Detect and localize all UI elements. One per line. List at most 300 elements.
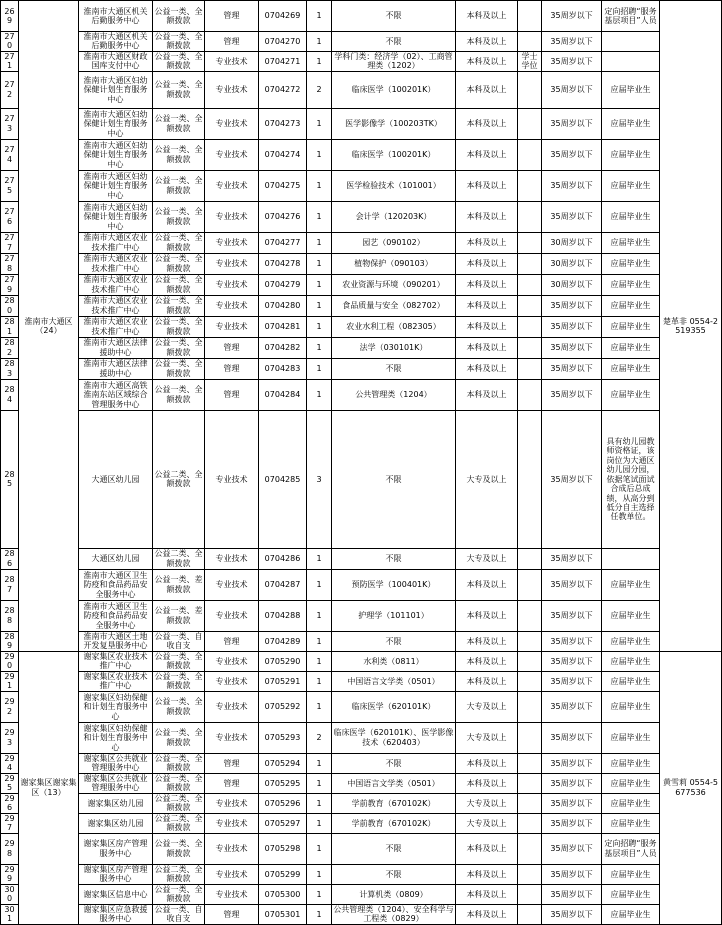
- unit-name-cell: 淮南市大通区妇幼保健计划生育服务中心: [79, 108, 153, 139]
- post-code-cell: 0704274: [259, 139, 307, 170]
- post-code-cell: 0704282: [259, 337, 307, 358]
- post-code-cell: 0705291: [259, 671, 307, 691]
- degree-cell: [518, 108, 542, 139]
- row-number-cell: 278: [1, 253, 19, 274]
- age-requirement-cell: 35周岁以下: [542, 201, 602, 232]
- other-requirement-cell: 应届毕业生: [602, 722, 660, 753]
- age-requirement-cell: 35周岁以下: [542, 295, 602, 316]
- row-number-cell: 275: [1, 170, 19, 201]
- funding-type-cell: 公益二类、全额拨款: [154, 864, 203, 884]
- table-row: [1, 722, 722, 753]
- headcount-cell: 1: [307, 232, 332, 253]
- other-requirement-cell: 应届毕业生: [602, 884, 660, 904]
- major-requirement-cell: 医学检验技术（101001）: [332, 170, 456, 201]
- age-requirement-cell: 35周岁以下: [542, 793, 602, 813]
- education-cell: 本科及以上: [456, 904, 518, 924]
- age-requirement-cell: 35周岁以下: [542, 32, 602, 52]
- post-code-cell: 0704271: [259, 51, 307, 71]
- funding-type-cell: 公益一类、全额拨款: [154, 296, 203, 315]
- headcount-cell: 1: [307, 600, 332, 631]
- unit-name-cell: 谢家集区信息中心: [79, 884, 153, 904]
- headcount-cell: 1: [307, 201, 332, 232]
- table-row: [1, 833, 722, 864]
- table-row: [1, 108, 722, 139]
- row-number-cell: 270: [1, 32, 19, 52]
- row-number-cell: 294: [1, 753, 19, 773]
- post-type-cell: 管理: [205, 773, 259, 793]
- table-row: [1, 1, 722, 32]
- unit-name-cell: 大通区幼儿园: [79, 410, 153, 548]
- headcount-cell: 1: [307, 864, 332, 884]
- unit-name-cell: 淮南市大通区机关后勤服务中心: [79, 1, 153, 32]
- row-number-cell: 292: [1, 691, 19, 722]
- major-requirement-cell: 法学（030101K）: [332, 337, 456, 358]
- major-requirement-cell: 不限: [332, 833, 456, 864]
- degree-cell: [518, 379, 542, 410]
- table-row: [1, 139, 722, 170]
- unit-name-cell: 淮南市大通区法律援助中心: [79, 337, 153, 358]
- row-number-cell: 283: [1, 358, 19, 379]
- row-number-cell: 289: [1, 631, 19, 651]
- post-type-cell: 专业技术: [205, 274, 259, 295]
- table-row: [1, 864, 722, 884]
- other-requirement-cell: 应届毕业生: [602, 232, 660, 253]
- age-requirement-cell: 35周岁以下: [542, 316, 602, 337]
- post-code-cell: 0705292: [259, 691, 307, 722]
- funding-type-cell: 公益一类、全额拨款: [154, 32, 203, 51]
- education-cell: 本科及以上: [456, 71, 518, 108]
- funding-type-cell: 公益二类、全额拨款: [154, 793, 203, 813]
- post-type-cell: 专业技术: [205, 793, 259, 813]
- table-row: [1, 410, 722, 548]
- unit-name-cell: 大通区幼儿园: [79, 548, 153, 569]
- post-type-cell: 专业技术: [205, 410, 259, 548]
- education-cell: 大专及以上: [456, 722, 518, 753]
- age-requirement-cell: 35周岁以下: [542, 691, 602, 722]
- post-type-cell: 专业技术: [205, 71, 259, 108]
- table-row: [1, 51, 722, 71]
- row-number-cell: 295: [1, 773, 19, 793]
- funding-type-cell: 公益一类、自收自支: [154, 631, 203, 651]
- funding-type-cell: 公益一类、全额拨款: [153, 1, 205, 32]
- funding-type-cell: 公益一类、全额拨款: [153, 379, 205, 410]
- degree-cell: [518, 864, 542, 884]
- age-requirement-cell: 35周岁以下: [542, 337, 602, 358]
- education-cell: 本科及以上: [456, 316, 518, 337]
- post-code-cell: 0705290: [259, 651, 307, 671]
- funding-type-cell: 公益一类、全额拨款: [154, 671, 203, 691]
- district-cell: 谢家集区谢家集区（13）: [19, 651, 79, 924]
- degree-cell: [518, 253, 542, 274]
- post-type-cell: 管理: [205, 32, 259, 52]
- major-requirement-cell: 临床医学（620101K）、医学影像技术（620403）: [332, 722, 456, 753]
- post-code-cell: 0704288: [259, 600, 307, 631]
- degree-cell: [518, 295, 542, 316]
- headcount-cell: 1: [307, 108, 332, 139]
- education-cell: 本科及以上: [456, 884, 518, 904]
- age-requirement-cell: 35周岁以下: [542, 71, 602, 108]
- headcount-cell: 2: [307, 71, 332, 108]
- degree-cell: [518, 1, 542, 32]
- table-row: [1, 32, 722, 52]
- education-cell: 本科及以上: [456, 569, 518, 600]
- table-row: [1, 295, 722, 316]
- education-cell: 大专及以上: [456, 410, 518, 548]
- age-requirement-cell: 35周岁以下: [542, 631, 602, 651]
- other-requirement-cell: 应届毕业生: [602, 793, 660, 813]
- post-type-cell: 专业技术: [205, 170, 259, 201]
- unit-name-cell: 谢家集区妇幼保健和计划生育服务中心: [79, 722, 153, 753]
- unit-name-cell: 淮南市大通区土地开发复垦服务中心: [79, 631, 153, 651]
- post-code-cell: 0705295: [259, 773, 307, 793]
- age-requirement-cell: 35周岁以下: [542, 1, 602, 32]
- funding-type-cell: 公益一类、全额拨款: [153, 108, 205, 139]
- funding-type-cell: 公益一类、全额拨款: [153, 691, 205, 722]
- other-requirement-cell: 应届毕业生: [602, 864, 660, 884]
- table-row: [1, 379, 722, 410]
- unit-name-cell: 淮南市大通区妇幼保健计划生育服务中心: [79, 71, 153, 108]
- major-requirement-cell: 学前教育（670102K）: [332, 793, 456, 813]
- unit-name-cell: 淮南市大通区机关后勤服务中心: [79, 32, 153, 52]
- post-type-cell: 管理: [205, 337, 259, 358]
- row-number-cell: 281: [1, 316, 19, 337]
- major-requirement-cell: 不限: [332, 1, 456, 32]
- other-requirement-cell: [602, 548, 660, 569]
- table-row: [1, 813, 722, 833]
- post-type-cell: 管理: [205, 1, 259, 32]
- age-requirement-cell: 35周岁以下: [542, 864, 602, 884]
- funding-type-cell: 公益一类、全额拨款: [154, 317, 203, 336]
- degree-cell: [518, 170, 542, 201]
- other-requirement-cell: 应届毕业生: [602, 904, 660, 924]
- degree-cell: [518, 548, 542, 569]
- age-requirement-cell: 35周岁以下: [542, 773, 602, 793]
- major-requirement-cell: 学科门类：经济学（02）、工商管理类（1202）: [332, 51, 456, 71]
- other-requirement-cell: 应届毕业生: [602, 753, 660, 773]
- major-requirement-cell: 临床医学（100201K）: [332, 139, 456, 170]
- headcount-cell: 1: [307, 569, 332, 600]
- unit-name-cell: 谢家集区妇幼保健和计划生育服务中心: [79, 691, 153, 722]
- education-cell: 本科及以上: [456, 600, 518, 631]
- degree-cell: [518, 631, 542, 651]
- other-requirement-cell: 应届毕业生: [602, 651, 660, 671]
- row-number-cell: 274: [1, 139, 19, 170]
- headcount-cell: 1: [307, 548, 332, 569]
- post-code-cell: 0704285: [259, 410, 307, 548]
- post-code-cell: 0704273: [259, 108, 307, 139]
- other-requirement-cell: 应届毕业生: [602, 569, 660, 600]
- education-cell: 大专及以上: [456, 691, 518, 722]
- row-number-cell: 273: [1, 108, 19, 139]
- table-body: [1, 1, 722, 925]
- unit-name-cell: 谢家集区房产管理服务中心: [79, 833, 153, 864]
- unit-name-cell: 淮南市大通区卫生防疫和食品药品安全服务中心: [79, 600, 153, 631]
- row-number-cell: 288: [1, 600, 19, 631]
- age-requirement-cell: 35周岁以下: [542, 51, 602, 71]
- row-number-cell: 298: [1, 833, 19, 864]
- row-number-cell: 276: [1, 201, 19, 232]
- other-requirement-cell: [602, 32, 660, 52]
- other-requirement-cell: 应届毕业生: [602, 139, 660, 170]
- education-cell: 本科及以上: [456, 108, 518, 139]
- major-requirement-cell: 护理学（101101）: [332, 600, 456, 631]
- funding-type-cell: 公益一类、全额拨款: [153, 170, 205, 201]
- post-type-cell: 专业技术: [205, 253, 259, 274]
- degree-cell: [518, 671, 542, 691]
- funding-type-cell: 公益一类、全额拨款: [154, 254, 203, 273]
- major-requirement-cell: 不限: [332, 32, 456, 52]
- funding-type-cell: 公益二类、全额拨款: [154, 549, 203, 568]
- funding-type-cell: 公益一类、差额拨款: [153, 569, 205, 600]
- post-type-cell: 专业技术: [205, 671, 259, 691]
- post-type-cell: 管理: [205, 753, 259, 773]
- headcount-cell: 1: [307, 813, 332, 833]
- major-requirement-cell: 中国语言文学类（0501）: [332, 773, 456, 793]
- post-type-cell: 管理: [205, 358, 259, 379]
- post-code-cell: 0704272: [259, 71, 307, 108]
- education-cell: 本科及以上: [456, 651, 518, 671]
- other-requirement-cell: 应届毕业生: [602, 201, 660, 232]
- education-cell: 本科及以上: [456, 379, 518, 410]
- age-requirement-cell: 35周岁以下: [542, 600, 602, 631]
- headcount-cell: 1: [307, 753, 332, 773]
- headcount-cell: 1: [307, 671, 332, 691]
- age-requirement-cell: 35周岁以下: [542, 569, 602, 600]
- post-code-cell: 0704279: [259, 274, 307, 295]
- post-type-cell: 专业技术: [205, 316, 259, 337]
- major-requirement-cell: 预防医学（100401K）: [332, 569, 456, 600]
- post-code-cell: 0704286: [259, 548, 307, 569]
- row-number-cell: 282: [1, 337, 19, 358]
- table-row: [1, 232, 722, 253]
- unit-name-cell: 淮南市大通区妇幼保健计划生育服务中心: [79, 139, 153, 170]
- degree-cell: [518, 600, 542, 631]
- row-number-cell: 290: [1, 651, 19, 671]
- table-row: [1, 569, 722, 600]
- education-cell: 本科及以上: [456, 232, 518, 253]
- unit-name-cell: 淮南市大通区农业技术推广中心: [79, 295, 153, 316]
- age-requirement-cell: 35周岁以下: [542, 139, 602, 170]
- degree-cell: [518, 274, 542, 295]
- post-type-cell: 专业技术: [205, 691, 259, 722]
- age-requirement-cell: 35周岁以下: [542, 651, 602, 671]
- funding-type-cell: 公益二类、全额拨款: [154, 813, 203, 833]
- major-requirement-cell: 植物保护（090103）: [332, 253, 456, 274]
- row-number-cell: 277: [1, 232, 19, 253]
- major-requirement-cell: 不限: [332, 548, 456, 569]
- headcount-cell: 1: [307, 651, 332, 671]
- unit-name-cell: 淮南市大通区高铁淮南东站区域综合管理服务中心: [79, 379, 153, 410]
- other-requirement-cell: 定向招聘“服务基层项目”人员: [602, 833, 660, 864]
- degree-cell: [518, 833, 542, 864]
- major-requirement-cell: 园艺（090102）: [332, 232, 456, 253]
- post-code-cell: 0705296: [259, 793, 307, 813]
- row-number-cell: 287: [1, 569, 19, 600]
- post-type-cell: 专业技术: [205, 295, 259, 316]
- other-requirement-cell: 应届毕业生: [602, 671, 660, 691]
- education-cell: 本科及以上: [456, 201, 518, 232]
- unit-name-cell: 淮南市大通区财政国库支付中心: [79, 51, 153, 71]
- funding-type-cell: 公益一类、全额拨款: [153, 833, 205, 864]
- table-row: [1, 170, 722, 201]
- post-code-cell: 0705298: [259, 833, 307, 864]
- age-requirement-cell: 35周岁以下: [542, 108, 602, 139]
- degree-cell: [518, 232, 542, 253]
- unit-name-cell: 淮南市大通区法律援助中心: [79, 358, 153, 379]
- major-requirement-cell: 农业水利工程（082305）: [332, 316, 456, 337]
- degree-cell: [518, 569, 542, 600]
- education-cell: 本科及以上: [456, 358, 518, 379]
- other-requirement-cell: 应届毕业生: [602, 773, 660, 793]
- post-type-cell: 专业技术: [205, 548, 259, 569]
- funding-type-cell: 公益二类、全额拨款: [153, 410, 205, 548]
- post-type-cell: 专业技术: [205, 864, 259, 884]
- other-requirement-cell: 应届毕业生: [602, 337, 660, 358]
- age-requirement-cell: 30周岁以下: [542, 274, 602, 295]
- education-cell: 大专及以上: [456, 793, 518, 813]
- post-type-cell: 专业技术: [205, 108, 259, 139]
- table-row: [1, 753, 722, 773]
- degree-cell: [518, 201, 542, 232]
- row-number-cell: 271: [1, 51, 19, 71]
- table-row: [1, 884, 722, 904]
- education-cell: 本科及以上: [456, 671, 518, 691]
- row-number-cell: 286: [1, 548, 19, 569]
- education-cell: 本科及以上: [456, 170, 518, 201]
- funding-type-cell: 公益一类、全额拨款: [153, 201, 205, 232]
- degree-cell: [518, 773, 542, 793]
- funding-type-cell: 公益一类、全额拨款: [154, 338, 203, 357]
- age-requirement-cell: 35周岁以下: [542, 813, 602, 833]
- unit-name-cell: 淮南市大通区农业技术推广中心: [79, 232, 153, 253]
- degree-cell: [518, 316, 542, 337]
- headcount-cell: 3: [307, 410, 332, 548]
- funding-type-cell: 公益一类、自收自支: [154, 904, 203, 924]
- major-requirement-cell: 中国语言文学类（0501）: [332, 671, 456, 691]
- age-requirement-cell: 35周岁以下: [542, 379, 602, 410]
- age-requirement-cell: 35周岁以下: [542, 833, 602, 864]
- headcount-cell: 1: [307, 32, 332, 52]
- major-requirement-cell: 不限: [332, 631, 456, 651]
- table-row: [1, 904, 722, 924]
- major-requirement-cell: 农业资源与环境（090201）: [332, 274, 456, 295]
- degree-cell: [518, 884, 542, 904]
- table-row: [1, 671, 722, 691]
- major-requirement-cell: 医学影像学（100203TK）: [332, 108, 456, 139]
- post-code-cell: 0705297: [259, 813, 307, 833]
- post-code-cell: 0704289: [259, 631, 307, 651]
- table-row: [1, 201, 722, 232]
- funding-type-cell: 公益一类、全额拨款: [154, 773, 203, 793]
- unit-name-cell: 淮南市大通区妇幼保健计划生育服务中心: [79, 201, 153, 232]
- degree-cell: [518, 139, 542, 170]
- post-type-cell: 专业技术: [205, 651, 259, 671]
- education-cell: 本科及以上: [456, 833, 518, 864]
- post-type-cell: 管理: [205, 904, 259, 924]
- unit-name-cell: 谢家集区农业技术推广中心: [79, 671, 153, 691]
- degree-cell: [518, 358, 542, 379]
- unit-name-cell: 淮南市大通区卫生防疫和食品药品安全服务中心: [79, 569, 153, 600]
- age-requirement-cell: 35周岁以下: [542, 904, 602, 924]
- table-row: [1, 773, 722, 793]
- post-code-cell: 0704283: [259, 358, 307, 379]
- education-cell: 本科及以上: [456, 139, 518, 170]
- education-cell: 本科及以上: [456, 753, 518, 773]
- degree-cell: 学士学位: [518, 51, 542, 71]
- headcount-cell: 1: [307, 884, 332, 904]
- age-requirement-cell: 35周岁以下: [542, 671, 602, 691]
- degree-cell: [518, 793, 542, 813]
- age-requirement-cell: 35周岁以下: [542, 884, 602, 904]
- education-cell: 本科及以上: [456, 773, 518, 793]
- headcount-cell: 1: [307, 379, 332, 410]
- age-requirement-cell: 35周岁以下: [542, 753, 602, 773]
- other-requirement-cell: 应届毕业生: [602, 631, 660, 651]
- other-requirement-cell: 应届毕业生: [602, 108, 660, 139]
- funding-type-cell: 公益一类、全额拨款: [154, 51, 203, 71]
- headcount-cell: 1: [307, 904, 332, 924]
- education-cell: 本科及以上: [456, 631, 518, 651]
- unit-name-cell: 淮南市大通区农业技术推广中心: [79, 274, 153, 295]
- other-requirement-cell: 应届毕业生: [602, 813, 660, 833]
- post-type-cell: 专业技术: [205, 232, 259, 253]
- headcount-cell: 1: [307, 295, 332, 316]
- unit-name-cell: 淮南市大通区农业技术推广中心: [79, 253, 153, 274]
- education-cell: 本科及以上: [456, 337, 518, 358]
- headcount-cell: 2: [307, 722, 332, 753]
- funding-type-cell: 公益一类、全额拨款: [154, 275, 203, 294]
- headcount-cell: 1: [307, 337, 332, 358]
- post-type-cell: 专业技术: [205, 722, 259, 753]
- unit-name-cell: 淮南市大通区妇幼保健计划生育服务中心: [79, 170, 153, 201]
- post-code-cell: 0704281: [259, 316, 307, 337]
- age-requirement-cell: 30周岁以下: [542, 253, 602, 274]
- post-type-cell: 专业技术: [205, 51, 259, 71]
- post-code-cell: 0705299: [259, 864, 307, 884]
- major-requirement-cell: 不限: [332, 358, 456, 379]
- unit-name-cell: 淮南市大通区农业技术推广中心: [79, 316, 153, 337]
- funding-type-cell: 公益一类、全额拨款: [154, 359, 203, 378]
- major-requirement-cell: 食品质量与安全（082702）: [332, 295, 456, 316]
- row-number-cell: 272: [1, 71, 19, 108]
- degree-cell: [518, 691, 542, 722]
- headcount-cell: 1: [307, 691, 332, 722]
- other-requirement-cell: 定向招聘“服务基层项目”人员: [602, 1, 660, 32]
- funding-type-cell: 公益一类、全额拨款: [154, 753, 203, 773]
- table-row: [1, 337, 722, 358]
- education-cell: 本科及以上: [456, 1, 518, 32]
- funding-type-cell: 公益一类、全额拨款: [154, 233, 203, 252]
- major-requirement-cell: 水利类（0811）: [332, 651, 456, 671]
- major-requirement-cell: 临床医学（620101K）: [332, 691, 456, 722]
- headcount-cell: 1: [307, 833, 332, 864]
- row-number-cell: 296: [1, 793, 19, 813]
- age-requirement-cell: 35周岁以下: [542, 722, 602, 753]
- headcount-cell: 1: [307, 51, 332, 71]
- table-row: [1, 71, 722, 108]
- degree-cell: [518, 32, 542, 52]
- headcount-cell: 1: [307, 1, 332, 32]
- other-requirement-cell: 应届毕业生: [602, 170, 660, 201]
- table-row: [1, 316, 722, 337]
- major-requirement-cell: 不限: [332, 864, 456, 884]
- major-requirement-cell: 计算机类（0809）: [332, 884, 456, 904]
- row-number-cell: 291: [1, 671, 19, 691]
- unit-name-cell: 谢家集区公共就业管理服务中心: [79, 773, 153, 793]
- post-type-cell: 专业技术: [205, 201, 259, 232]
- major-requirement-cell: 临床医学（100201K）: [332, 71, 456, 108]
- education-cell: 本科及以上: [456, 32, 518, 52]
